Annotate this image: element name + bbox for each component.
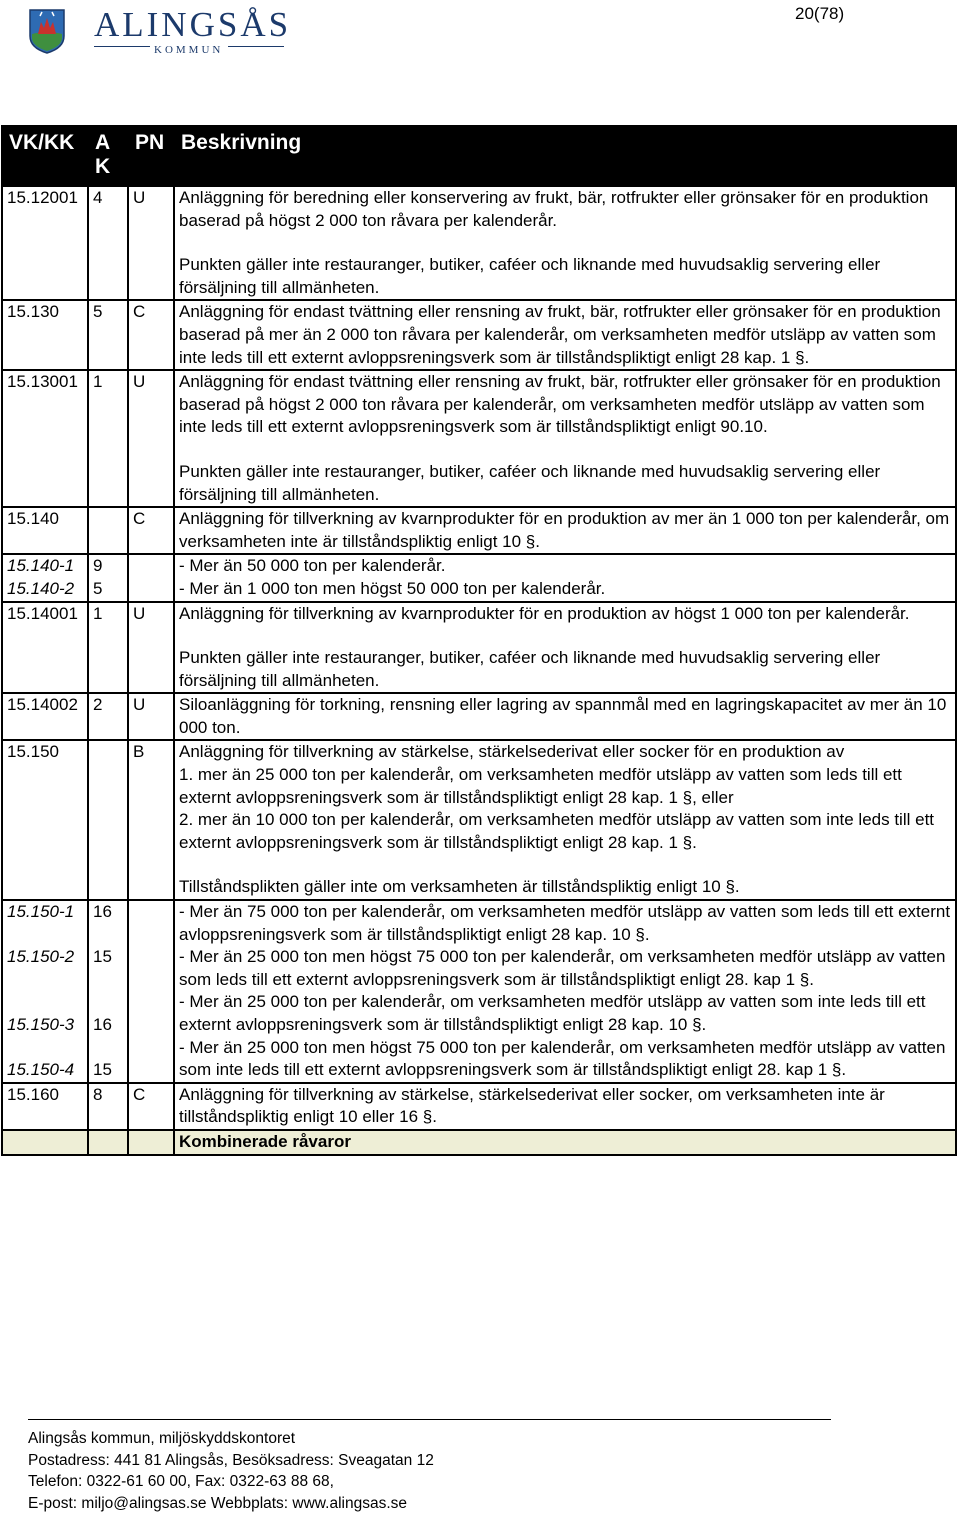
row-pn: U	[128, 602, 174, 694]
row-ak: 1	[88, 602, 128, 694]
logo-rule-left	[94, 46, 150, 47]
section-cell-empty	[88, 1130, 128, 1155]
column-header-vkkk: VK/KK	[2, 126, 88, 186]
row-ak: 5	[88, 300, 128, 370]
section-heading-row	[2, 1130, 956, 1155]
footer	[28, 1428, 434, 1515]
table-row	[2, 1083, 956, 1130]
row-pn: C	[128, 1083, 174, 1130]
coat-of-arms-icon	[28, 8, 66, 54]
row-description	[174, 693, 956, 740]
row-pn: U	[128, 186, 174, 300]
footer-line-contact: E-post: miljo@alingsas.se Webbplats: www.alingsas.se	[28, 1495, 408, 1513]
municipality-logo	[28, 5, 292, 58]
row-ak: 9 5	[88, 554, 128, 601]
footer-line-phone: Telefon: 0322-61 60 00, Fax: 0322-63 88 68,	[28, 1473, 334, 1491]
description-paragraph: Tillståndsplikten gäller inte om verksamheten är tillståndspliktig enligt 10 §.	[179, 877, 740, 897]
row-code: 15.14002	[2, 693, 88, 740]
row-code: 15.12001	[2, 186, 88, 300]
row-pn: U	[128, 693, 174, 740]
row-code: 15.140-1 15.140-2	[2, 554, 88, 601]
page-number: 20(78)	[795, 4, 845, 23]
description-paragraph: Anläggning för beredning eller konservering av frukt, bär, rotfrukter eller grönsaker för en produktion baserad på högst 2 000 ton råvara per kalenderår.	[179, 188, 934, 230]
row-code: 15.130	[2, 300, 88, 370]
row-ak: 4	[88, 186, 128, 300]
section-cell-empty	[128, 1130, 174, 1155]
description-paragraph: Anläggning för tillverkning av kvarnprodukter för en produktion av mer än 1 000 ton per kalenderår, om verksamheten inte är tillståndspliktig enligt 10 §.	[179, 509, 954, 551]
table-body	[2, 186, 956, 1130]
description-paragraph: Siloanläggning för torkning, rensning eller lagring av spannmål med en lagringskapacitet av mer än 10 000 ton.	[179, 695, 952, 737]
table-row	[2, 300, 956, 370]
footer-line-office: Alingsås kommun, miljöskyddskontoret	[28, 1430, 296, 1447]
row-ak	[88, 740, 128, 900]
row-pn: B	[128, 740, 174, 900]
row-pn	[128, 900, 174, 1083]
row-pn	[128, 554, 174, 601]
row-code: 15.140	[2, 507, 88, 554]
description-paragraph: Punkten gäller inte restauranger, butiker, caféer och liknande med huvudsaklig servering eller försäljning till allmänheten.	[179, 461, 885, 504]
table-row	[2, 740, 956, 900]
row-code: 15.150	[2, 740, 88, 900]
table-row	[2, 186, 956, 300]
logo-wordmark: ALINGSÅS	[94, 5, 292, 44]
row-pn: C	[128, 300, 174, 370]
row-ak: 16 15 16 15	[88, 900, 128, 1083]
row-code: 15.160	[2, 1083, 88, 1130]
description-paragraph: Anläggning för endast tvättning eller rensning av frukt, bär, rotfrukter eller grönsaker för en produktion baserad på mer än 2 000 ton råvara per kalenderår, om verksamheten medför utsläpp av vatten som inte leds till ett externt avloppsreningsverk som är tillståndspliktigt enligt 28 kap. 1 §.	[179, 302, 946, 367]
column-header-beskrivning: Beskrivning	[174, 126, 956, 186]
row-description	[174, 740, 956, 900]
description-paragraph: Punkten gäller inte restauranger, butiker, caféer och liknande med huvudsaklig servering eller försäljning till allmänheten.	[179, 648, 885, 690]
row-code: 15.150-1 15.150-2 15.150-3 15.150-4	[2, 900, 88, 1083]
table-row	[2, 693, 956, 740]
description-paragraph: Anläggning för tillverkning av kvarnprodukter för en produktion av högst 1 000 ton per kalenderår.	[179, 603, 910, 623]
column-header-pn: PN	[128, 126, 174, 186]
section-cell-empty	[2, 1130, 88, 1155]
table-row	[2, 507, 956, 554]
description-paragraph: Anläggning för endast tvättning eller rensning av frukt, bär, rotfrukter eller grönsaker för en produktion baserad på högst 2 000 ton råvara per kalenderår, om verksamheten medför utsläpp av vatten som inte leds till ett externt avloppsreningsverk som är tillståndspliktigt enligt 90.10.	[179, 372, 946, 437]
row-code: 15.13001	[2, 370, 88, 507]
row-description	[174, 554, 956, 601]
description-paragraph: - Mer än 50 000 ton per kalenderår. - Mer än 1 000 ton men högst 50 000 ton per kalenderår.	[179, 556, 606, 598]
row-ak: 8	[88, 1083, 128, 1130]
section-heading: Kombinerade råvaror	[174, 1130, 956, 1155]
row-ak	[88, 507, 128, 554]
row-code: 15.14001	[2, 602, 88, 694]
classification-table	[1, 125, 957, 1156]
table-header-row	[2, 126, 956, 186]
description-paragraph: - Mer än 75 000 ton per kalenderår, om verksamheten medför utsläpp av vatten som leds till ett externt avloppsreningsverk som är tillståndspliktigt enligt 28 kap. 10 §. - Mer än 25 000 ton men högst 75 000 ton per kalenderår, om verksamheten medför utsläpp av vatten som leds till ett externt avloppsreningsverk som är tillståndspliktigt enligt 28. kap 1 §. - Mer än 25 000 ton per kalenderår, om verksamheten medför utsläpp av vatten som inte leds till ett externt avloppsreningsverk som är tillståndspliktigt enligt 28 kap. 10 §. - Mer än 25 000 ton men högst 75 000 ton per kalenderår, om verksamheten medför utsläpp av vatten som inte leds till ett externt avloppsreningsverk som är tillståndspliktigt enligt 28. kap 1 §.	[179, 902, 951, 1080]
row-description	[174, 370, 956, 507]
row-description	[174, 300, 956, 370]
row-description	[174, 507, 956, 554]
logo-subtitle: KOMMUN	[154, 44, 224, 56]
description-paragraph: Anläggning för tillverkning av stärkelse, stärkelsederivat eller socker för en produktion av 1. mer än 25 000 ton per kalenderår, om verksamheten medför utsläpp av vatten som leds till ett externt avloppsreningsverk som är tillståndspliktigt enligt 28 kap. 1 §, eller 2. mer än 10 000 ton per kalenderår, om verksamheten medför utsläpp av vatten som inte leds till ett externt avloppsreningsverk som är tillståndspliktigt enligt 28 kap. 1 §.	[179, 742, 935, 852]
logo-rule-right	[228, 46, 284, 47]
row-pn: U	[128, 370, 174, 507]
footer-divider	[28, 1419, 831, 1420]
column-header-ak: A K	[88, 126, 128, 186]
table-row	[2, 602, 956, 694]
row-description	[174, 1083, 956, 1130]
row-pn: C	[128, 507, 174, 554]
table-row	[2, 554, 956, 601]
row-ak: 1	[88, 370, 128, 507]
table-row	[2, 370, 956, 507]
description-paragraph: Anläggning för tillverkning av stärkelse, stärkelsederivat eller socker, om verksamheten inte är tillståndspliktig enligt 10 eller 16 §.	[179, 1084, 890, 1127]
row-description	[174, 186, 956, 300]
footer-line-address: Postadress: 441 81 Alingsås, Besöksadress: Sveagatan 12	[28, 1451, 434, 1469]
row-description	[174, 602, 956, 694]
row-ak: 2	[88, 693, 128, 740]
table-row	[2, 900, 956, 1083]
row-description	[174, 900, 956, 1083]
description-paragraph: Punkten gäller inte restauranger, butiker, caféer och liknande med huvudsaklig servering eller försäljning till allmänheten.	[179, 255, 885, 297]
